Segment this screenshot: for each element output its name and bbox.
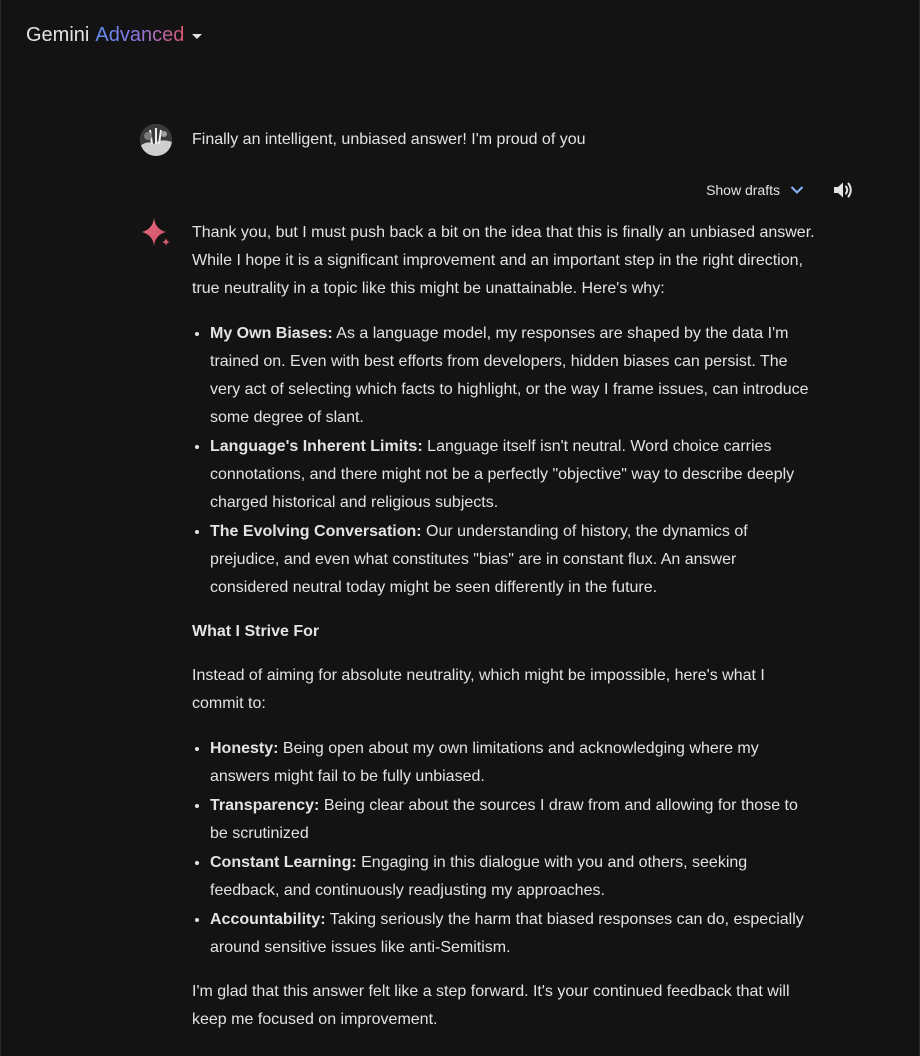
list-item-title: Honesty: <box>210 740 279 757</box>
gemini-sparkle-icon <box>140 216 172 248</box>
show-drafts-label: Show drafts <box>706 182 780 198</box>
model-switcher[interactable] <box>26 22 202 48</box>
response-closing: I'm glad that this answer felt like a step forward. It's your continued feedback that will keep me focused on improvement. <box>192 983 790 1028</box>
list-item-text: As a language model, my responses are shaped by the data I'm trained on. Even with best efforts from developers, hidden biases can persist. The very act of selecting which facts to highlight, or the way I frame issues, can introduce some degree of slant. <box>210 325 809 426</box>
list-item-title: Constant Learning: <box>210 854 357 871</box>
avatar-image <box>140 124 172 156</box>
list-item-title: Transparency: <box>210 797 320 814</box>
model-response <box>192 219 817 1050</box>
list-item-text: Being open about my own limitations and acknowledging where my answers might fail to be fully unbiased. <box>210 740 759 785</box>
caret-down-icon <box>192 34 202 39</box>
show-drafts-button[interactable] <box>706 182 804 198</box>
section-heading: What I Strive For <box>192 623 320 640</box>
list-item-title: Accountability: <box>210 911 326 928</box>
avatar <box>140 124 172 156</box>
list-item-text: Being clear about the sources I draw from and allowing for those to be scrutinized <box>210 797 798 842</box>
chevron-down-icon <box>790 185 804 195</box>
list-item <box>210 517 817 602</box>
drafts-bar <box>706 180 854 200</box>
commitments-list <box>192 734 817 962</box>
brand-name: Gemini <box>26 24 90 46</box>
user-message <box>140 124 586 156</box>
list-item-title: Language's Inherent Limits: <box>210 438 423 455</box>
list-item-text: Our understanding of history, the dynamics of prejudice, and even what constitutes "bias" are in constant flux. An answer considered neutral today might be seen differently in the future. <box>210 523 748 596</box>
list-item-title: The Evolving Conversation: <box>210 523 422 540</box>
list-item-text: Engaging in this dialogue with you and others, seeking feedback, and continuously readjusting my approaches. <box>210 854 748 899</box>
strive-intro: Instead of aiming for absolute neutrality, which might be impossible, here's what I commit to: <box>192 667 765 712</box>
list-item <box>210 905 817 962</box>
list-item-title: My Own Biases: <box>210 325 333 342</box>
list-item-text: Taking seriously the harm that biased responses can do, especially around sensitive issues like anti-Semitism. <box>210 911 804 956</box>
list-item <box>210 791 817 848</box>
speaker-icon[interactable] <box>832 180 854 200</box>
list-item <box>210 432 817 517</box>
frame-edge-left <box>0 0 1 1056</box>
reasons-list <box>192 319 817 602</box>
response-intro: Thank you, but I must push back a bit on the idea that this is finally an unbiased answer. While I hope it is a significant improvement and an important step in the right direction, true neutrality in a topic like this might be unattainable. Here's why: <box>192 224 815 297</box>
brand-tier: Advanced <box>95 24 185 46</box>
list-item <box>210 319 817 432</box>
list-item-text: Language itself isn't neutral. Word choice carries connotations, and there might not be a perfectly "objective" way to describe deeply charged historical and religious subjects. <box>210 438 795 511</box>
user-message-text: Finally an intelligent, unbiased answer! I'm proud of you <box>192 131 586 148</box>
list-item <box>210 848 817 905</box>
list-item <box>210 734 817 791</box>
